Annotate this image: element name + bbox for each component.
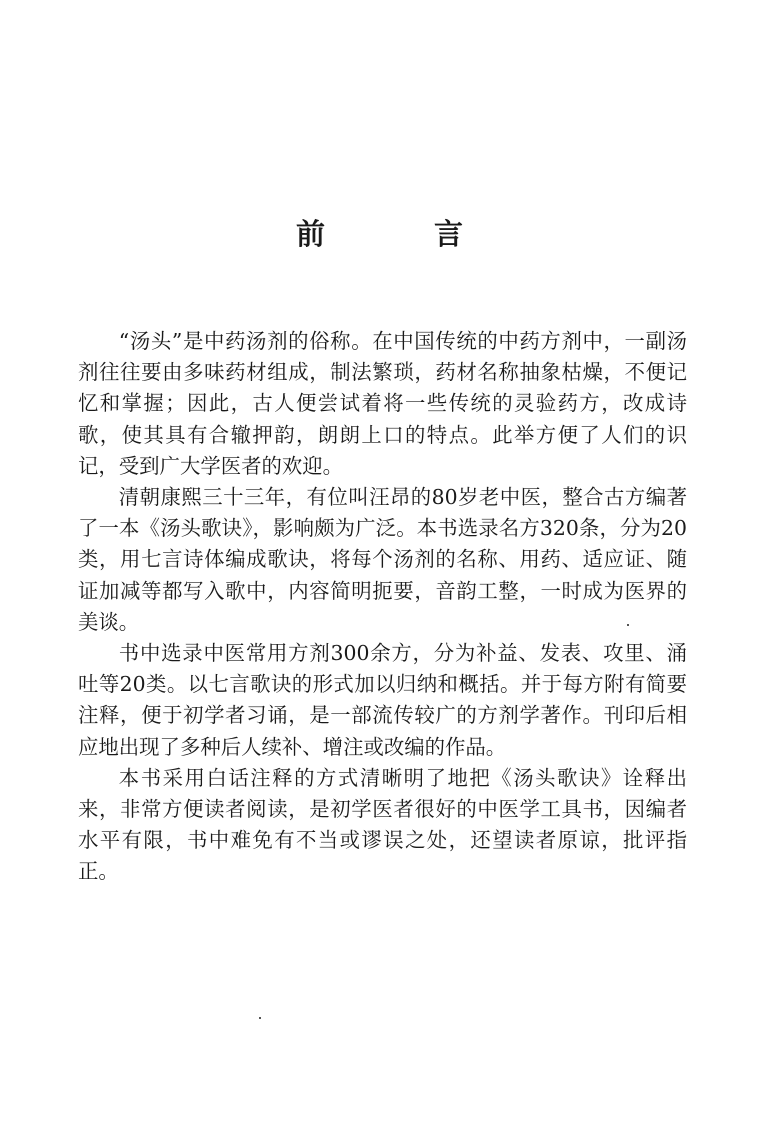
preface-body bbox=[78, 326, 687, 888]
scan-speck bbox=[627, 624, 629, 626]
scan-speck bbox=[259, 1017, 261, 1019]
paragraph-1: “汤头”是中药汤剂的俗称。在中国传统的中药方剂中，一副汤剂往往要由多味药材组成，制法繁琐，药材名称抽象枯燥，不便记忆和掌握；因此，古人便尝试着将一些传统的灵验药方，改成诗歌，使其具有合辙押韵，朗朗上口的特点。此举方便了人们的识记，受到广大学医者的欢迎。 bbox=[78, 329, 687, 478]
page-title: 前 言 bbox=[295, 217, 503, 251]
paragraph-4: 本书采用白话注释的方式清晰明了地把《汤头歌诀》诠释出来，非常方便读者阅读，是初学医者很好的中医学工具书，因编者水平有限，书中难免有不当或谬误之处，还望读者原谅，批评指正。 bbox=[78, 765, 687, 884]
paragraph-2: 清朝康熙三十三年，有位叫汪昂的80岁老中医，整合古方编著了一本《汤头歌诀》，影响颇为广泛。本书选录名方320条，分为20类，用七言诗体编成歌诀，将每个汤剂的名称、用药、适应证、随证加减等都写入歌中，内容简明扼要，音韵工整，一时成为医界的美谈。 bbox=[78, 485, 687, 634]
paragraph-3: 书中选录中医常用方剂300余方，分为补益、发表、攻里、涌吐等20类。以七言歌诀的形式加以归纳和概括。并于每方附有简要注释，便于初学者习诵，是一部流传较广的方剂学著作。刊印后相应地出现了多种后人续补、增注或改编的作品。 bbox=[78, 641, 687, 759]
